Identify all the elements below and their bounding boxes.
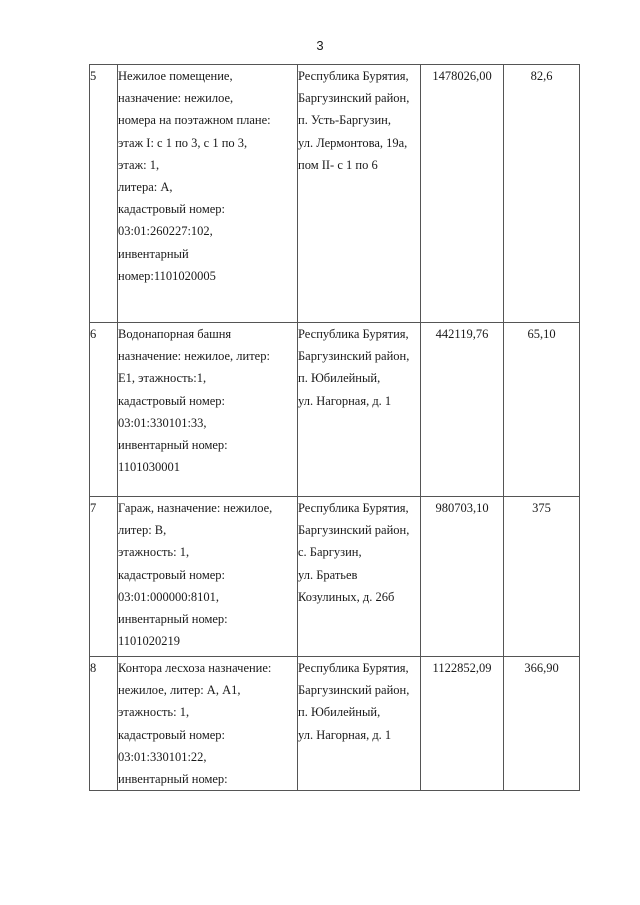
address-line: Баргузинский район,: [298, 523, 410, 538]
description-line: кадастровый номер:: [118, 393, 226, 408]
address-cell: [298, 323, 421, 497]
description-cell: [118, 323, 298, 497]
address-line: Республика Бурятия,: [298, 661, 409, 675]
description-line: кадастровый номер:: [118, 567, 226, 582]
description-line: 03:01:330101:33,: [118, 415, 207, 430]
description-line: этаж: 1,: [118, 157, 160, 172]
address-line: Республика Бурятия,: [298, 69, 409, 83]
address-line: Козулиных, д. 26б: [298, 589, 395, 604]
description-line: Контора лесхоза назначение:: [118, 661, 272, 675]
address-line: ул. Нагорная, д. 1: [298, 393, 392, 408]
description-line: номер:1101020005: [118, 268, 216, 283]
description-line: этаж I: с 1 по 3, с 1 по 3,: [118, 135, 248, 150]
area-cell: 65,10: [504, 323, 580, 497]
address-line: Баргузинский район,: [298, 91, 410, 106]
page-number: 3: [316, 38, 324, 53]
description-line: Е1, этажность:1,: [118, 371, 207, 386]
price-cell: 1478026,00: [421, 65, 504, 323]
description-line: инвентарный номер:: [118, 772, 228, 787]
description-line: кадастровый номер:: [118, 202, 226, 217]
row-number-cell: 8: [90, 657, 118, 791]
address-line: Республика Бурятия,: [298, 501, 409, 515]
description-line: инвентарный номер:: [118, 438, 228, 453]
row-number-cell: 5: [90, 65, 118, 323]
table-row: [90, 65, 580, 323]
description-line: назначение: нежилое, литер:: [118, 349, 270, 364]
table-row: [90, 323, 580, 497]
table-row: [90, 497, 580, 657]
row-number-cell: 7: [90, 497, 118, 657]
address-line: п. Юбилейный,: [298, 371, 381, 386]
address-cell: [298, 65, 421, 323]
description-line: 1101020219: [118, 634, 181, 649]
description-line: этажность: 1,: [118, 545, 190, 560]
address-line: ул. Лермонтова, 19а,: [298, 135, 408, 150]
description-line: номера на поэтажном плане:: [118, 113, 271, 128]
description-line: Водонапорная башня: [118, 327, 232, 341]
address-line: Республика Бурятия,: [298, 327, 409, 341]
address-line: ул. Братьев: [298, 567, 358, 582]
description-line: этажность: 1,: [118, 705, 190, 720]
area-cell: 375: [504, 497, 580, 657]
area-cell: 82,6: [504, 65, 580, 323]
address-line: пом II- с 1 по 6: [298, 157, 378, 172]
description-cell: [118, 657, 298, 791]
description-line: литера: А,: [118, 180, 173, 195]
row-number-cell: 6: [90, 323, 118, 497]
address-line: Баргузинский район,: [298, 349, 410, 364]
description-line: кадастровый номер:: [118, 727, 226, 742]
address-line: ул. Нагорная, д. 1: [298, 727, 392, 742]
price-cell: 980703,10: [421, 497, 504, 657]
table-row: [90, 657, 580, 791]
area-cell: 366,90: [504, 657, 580, 791]
description-line: литер: В,: [118, 523, 167, 538]
address-cell: [298, 657, 421, 791]
address-line: с. Баргузин,: [298, 545, 362, 560]
address-line: п. Юбилейный,: [298, 705, 381, 720]
address-cell: [298, 497, 421, 657]
description-line: 03:01:330101:22,: [118, 749, 207, 764]
description-line: 1101030001: [118, 460, 181, 475]
description-line: нежилое, литер: А, А1,: [118, 683, 241, 698]
description-line: Нежилое помещение,: [118, 69, 233, 83]
address-line: Баргузинский район,: [298, 683, 410, 698]
description-line: инвентарный номер:: [118, 612, 228, 627]
description-line: Гараж, назначение: нежилое,: [118, 501, 273, 515]
property-table: [89, 64, 580, 791]
price-cell: 1122852,09: [421, 657, 504, 791]
description-cell: [118, 65, 298, 323]
address-line: п. Усть-Баргузин,: [298, 113, 391, 128]
description-line: назначение: нежилое,: [118, 91, 234, 106]
description-line: 03:01:260227:102,: [118, 224, 213, 239]
description-line: 03:01:000000:8101,: [118, 589, 220, 604]
description-cell: [118, 497, 298, 657]
price-cell: 442119,76: [421, 323, 504, 497]
description-line: инвентарный: [118, 246, 189, 261]
